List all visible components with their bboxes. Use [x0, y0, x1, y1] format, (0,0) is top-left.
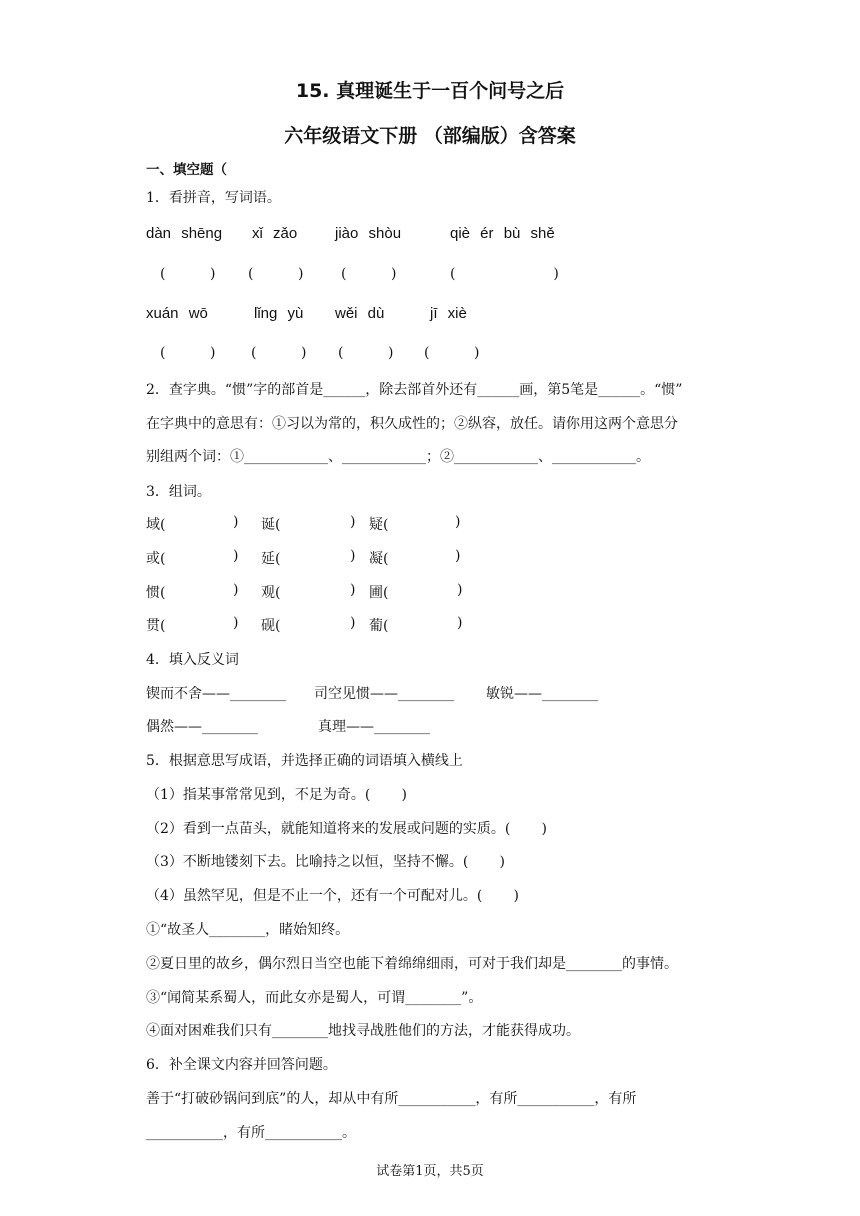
answer-blank: ( ): [424, 345, 480, 361]
answer-blank: ( ): [338, 345, 394, 361]
idiom-definition: （4）虽然罕见，但是不止一个，还有一个可配对儿。( ): [146, 888, 519, 904]
word-cell-close: ): [233, 548, 239, 564]
answer-blank: ( ): [248, 266, 304, 282]
antonym-item: 敏锐——________: [486, 686, 598, 702]
pinyin-2-2: lǐng yù: [254, 305, 304, 322]
word-cell: 域(: [146, 517, 166, 533]
idiom-definition: （3）不断地镂刻下去。比喻持之以恒，坚持不懈。( ): [146, 854, 505, 870]
answer-blank: ( ): [251, 345, 307, 361]
question-1-stem: 1．看拼音，写词语。: [146, 190, 281, 206]
answer-blank: ( ): [160, 345, 216, 361]
pinyin-1-4: qiè ér bù shě: [450, 225, 555, 242]
pinyin-2-1: xuán wō: [146, 305, 208, 322]
answer-blank: ( ): [160, 266, 216, 282]
word-cell-close: ): [350, 548, 356, 564]
idiom-sentence: ①“故圣人________，睹始知终。: [146, 922, 350, 938]
word-cell-close: ): [350, 582, 356, 598]
pinyin-1-3: jiào shòu: [335, 225, 402, 242]
answer-blank: ( ): [450, 266, 559, 282]
idiom-definition: （2）看到一点苗头，就能知道将来的发展或问题的实质。( ): [146, 821, 547, 837]
question-2-line1: 2．查字典。“惯”字的部首是______，除去部首外还有______画，第5笔是______。“惯”: [146, 382, 683, 398]
antonym-item: 偶然——________: [146, 719, 258, 735]
question-2-line2: 在字典中的意思有：①习以为常的，积久成性的；②纵容，放任。请你用这两个意思分: [146, 416, 678, 432]
antonym-item: 司空见惯——________: [314, 686, 454, 702]
question-6-line1: 善于“打破砂锅问到底”的人，却从中有所___________，有所___________，有所: [146, 1091, 637, 1107]
section-heading-fill-blank: 一、填空题（: [146, 162, 227, 178]
word-cell: 或(: [146, 551, 166, 567]
word-cell: 延(: [261, 551, 281, 567]
pinyin-1-1: dàn shēng: [146, 225, 223, 242]
question-6-line2: ___________，有所___________。: [146, 1125, 356, 1141]
question-5-stem: 5．根据意思写成语，并选择正确的词语填入横线上: [146, 753, 463, 769]
idiom-sentence: ④面对困难我们只有________地找寻战胜他们的方法，才能获得成功。: [146, 1023, 580, 1039]
word-cell: 贯(: [146, 618, 166, 634]
page-footer: 试卷第1页，共5页: [376, 1164, 484, 1179]
pinyin-2-3: wěi dù: [335, 305, 385, 322]
word-cell-close: ): [350, 514, 356, 530]
word-cell-close: ): [233, 582, 239, 598]
pinyin-1-2: xǐ zǎo: [252, 225, 298, 242]
word-cell-close: ): [457, 615, 463, 631]
word-cell: 观(: [261, 585, 281, 601]
idiom-sentence: ③“闻简某系蜀人，而此女亦是蜀人，可谓________”。: [146, 990, 483, 1006]
question-2-line3: 别组两个词：①____________、____________；②____________、____________。: [146, 449, 650, 465]
word-cell-close: ): [457, 582, 463, 598]
idiom-definition: （1）指某事常常见到，不足为奇。( ): [146, 787, 407, 803]
word-cell-close: ): [455, 514, 461, 530]
antonym-item: 真理——________: [318, 719, 430, 735]
word-cell-close: ): [455, 548, 461, 564]
question-4-stem: 4．填入反义词: [146, 652, 239, 668]
word-cell: 葡(: [369, 618, 389, 634]
word-cell-close: ): [233, 615, 239, 631]
word-cell-close: ): [350, 615, 356, 631]
word-cell: 凝(: [369, 551, 389, 567]
word-cell: 惯(: [146, 585, 166, 601]
antonym-item: 锲而不舍——________: [146, 686, 286, 702]
word-cell-close: ): [233, 514, 239, 530]
question-6-stem: 6．补全课文内容并回答问题。: [146, 1057, 337, 1073]
document-title-line1: 15. 真理诞生于一百个问号之后: [295, 80, 565, 102]
document-title-line2: 六年级语文下册 （部编版）含答案: [284, 125, 576, 147]
question-3-stem: 3．组词。: [146, 484, 211, 500]
answer-blank: ( ): [341, 266, 397, 282]
word-cell: 诞(: [261, 517, 281, 533]
word-cell: 砚(: [261, 618, 281, 634]
idiom-sentence: ②夏日里的故乡，偶尔烈日当空也能下着绵绵细雨，可对于我们却是________的事情。: [146, 956, 678, 972]
pinyin-2-4: jī xiè: [430, 305, 467, 322]
word-cell: 圃(: [369, 585, 389, 601]
word-cell: 疑(: [369, 517, 389, 533]
